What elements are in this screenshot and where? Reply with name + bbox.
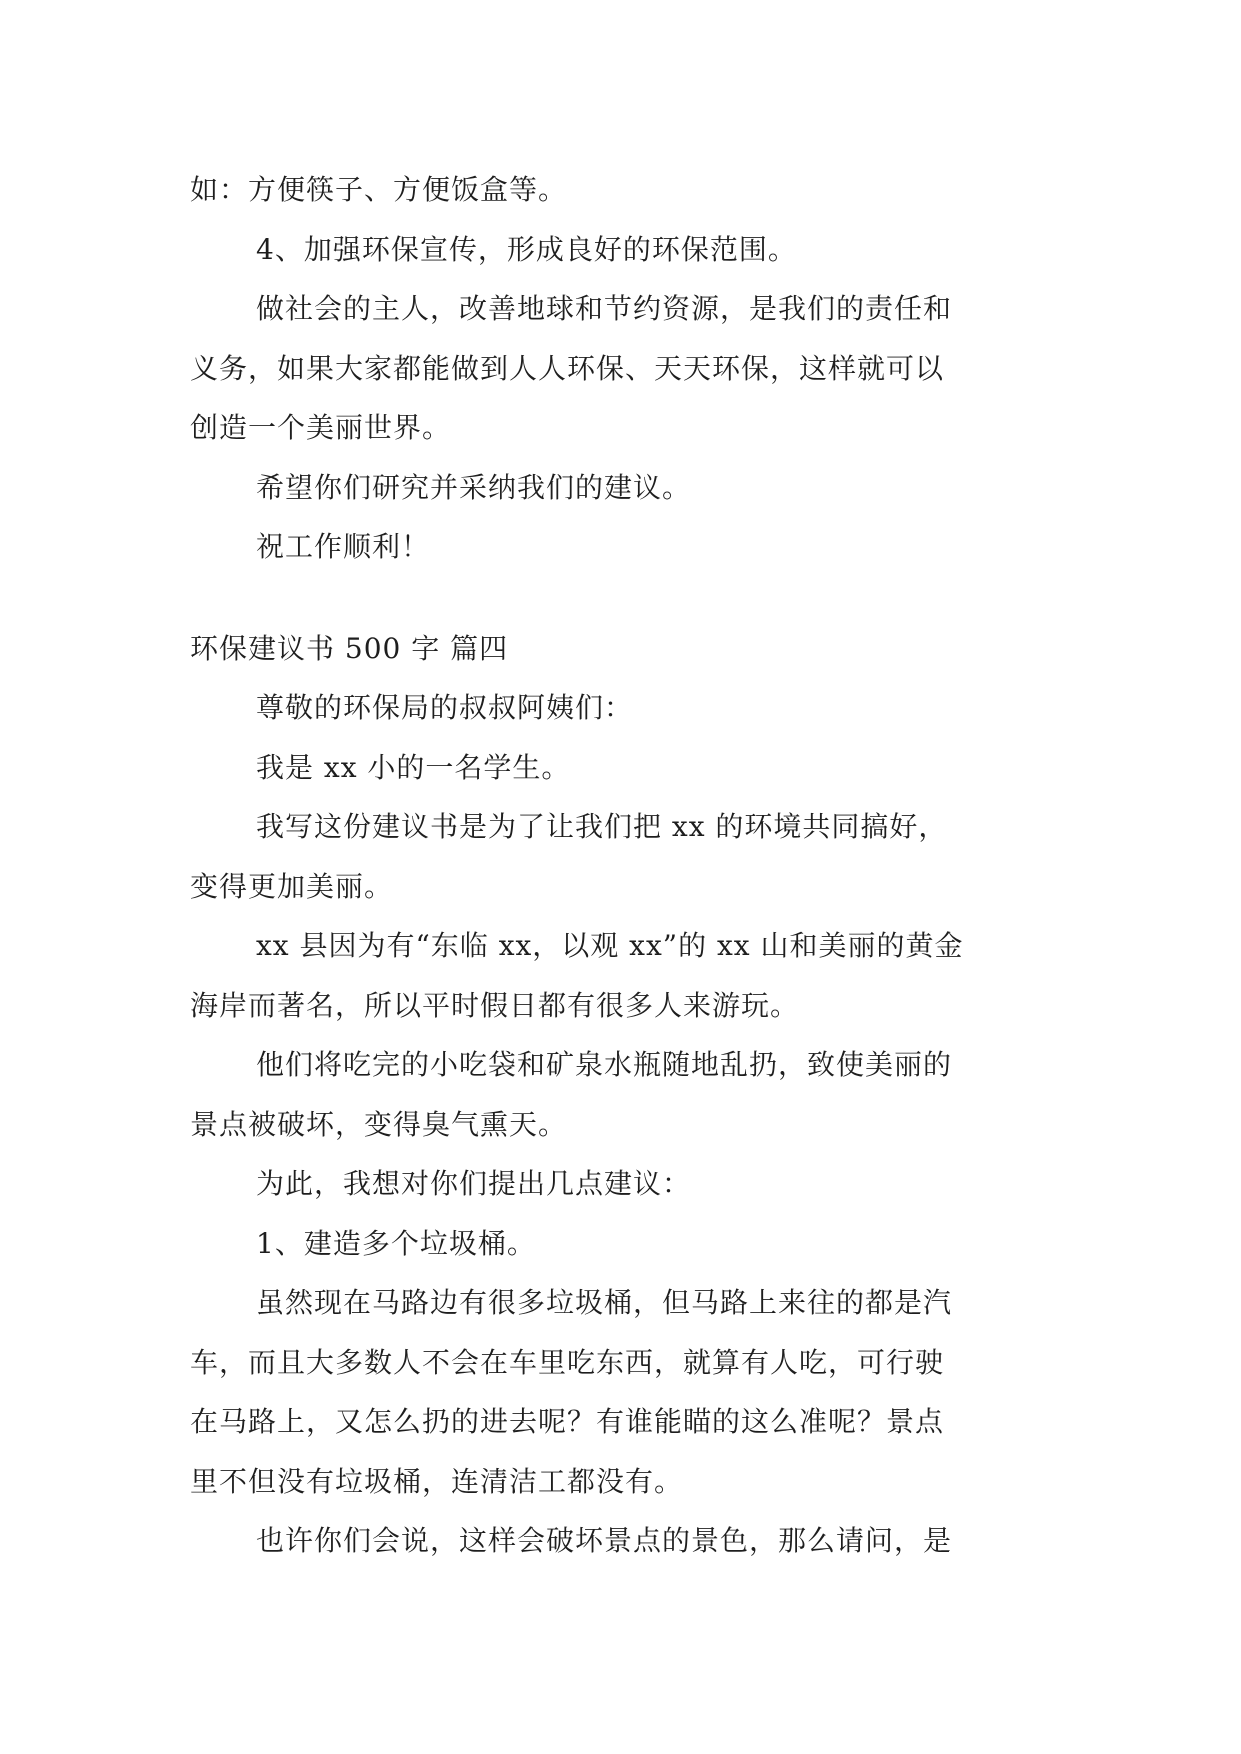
- text-line: 尊敬的环保局的叔叔阿姨们：: [256, 691, 634, 724]
- text-line: 义务，如果大家都能做到人人环保、天天环保，这样就可以: [190, 351, 945, 385]
- text-line: 希望你们研究并采纳我们的建议。: [256, 470, 692, 504]
- text-line: 海岸而著名，所以平时假日都有很多人来游玩。: [190, 988, 800, 1022]
- text-line: xx 县因为有“东临 xx，以观 xx”的 xx 山和美丽的黄金: [256, 929, 964, 962]
- text-block-bottom: [190, 678, 1052, 1571]
- text-line: 他们将吃完的小吃袋和矿泉水瓶随地乱扔，致使美丽的: [256, 1048, 953, 1081]
- section-gap: [190, 577, 1052, 619]
- text-line: 1、建造多个垃圾桶。: [256, 1226, 536, 1260]
- text-line: 也许你们会说，这样会破坏景点的景色，那么请问，是: [256, 1524, 953, 1557]
- text-line: 创造一个美丽世界。: [190, 411, 452, 444]
- document-body: [190, 160, 1052, 1571]
- text-line: 做社会的主人，改善地球和节约资源，是我们的责任和: [256, 292, 953, 325]
- text-line: 虽然现在马路边有很多垃圾桶，但马路上来往的都是汽: [256, 1286, 953, 1319]
- section-heading: 环保建议书 500 字 篇四: [190, 631, 509, 665]
- text-block-top: [190, 160, 1052, 577]
- text-line: 4、加强环保宣传，形成良好的环保范围。: [256, 232, 797, 266]
- text-line: 如：方便筷子、方便饭盒等。: [190, 173, 568, 206]
- text-line: 景点被破坏，变得臭气熏天。: [190, 1107, 568, 1141]
- text-line: 车，而且大多数人不会在车里吃东西，就算有人吃，可行驶: [190, 1345, 945, 1379]
- text-line: 祝工作顺利！: [256, 530, 431, 563]
- text-line: 在马路上，又怎么扔的进去呢？有谁能瞄的这么准呢？景点: [190, 1405, 945, 1438]
- text-line: 里不但没有垃圾桶，连清洁工都没有。: [190, 1464, 684, 1498]
- text-line: 我是 xx 小的一名学生。: [256, 750, 571, 784]
- text-line: 为此，我想对你们提出几点建议：: [256, 1167, 692, 1200]
- text-line: 我写这份建议书是为了让我们把 xx 的环境共同搞好，: [256, 810, 948, 843]
- text-line: 变得更加美丽。: [190, 869, 394, 903]
